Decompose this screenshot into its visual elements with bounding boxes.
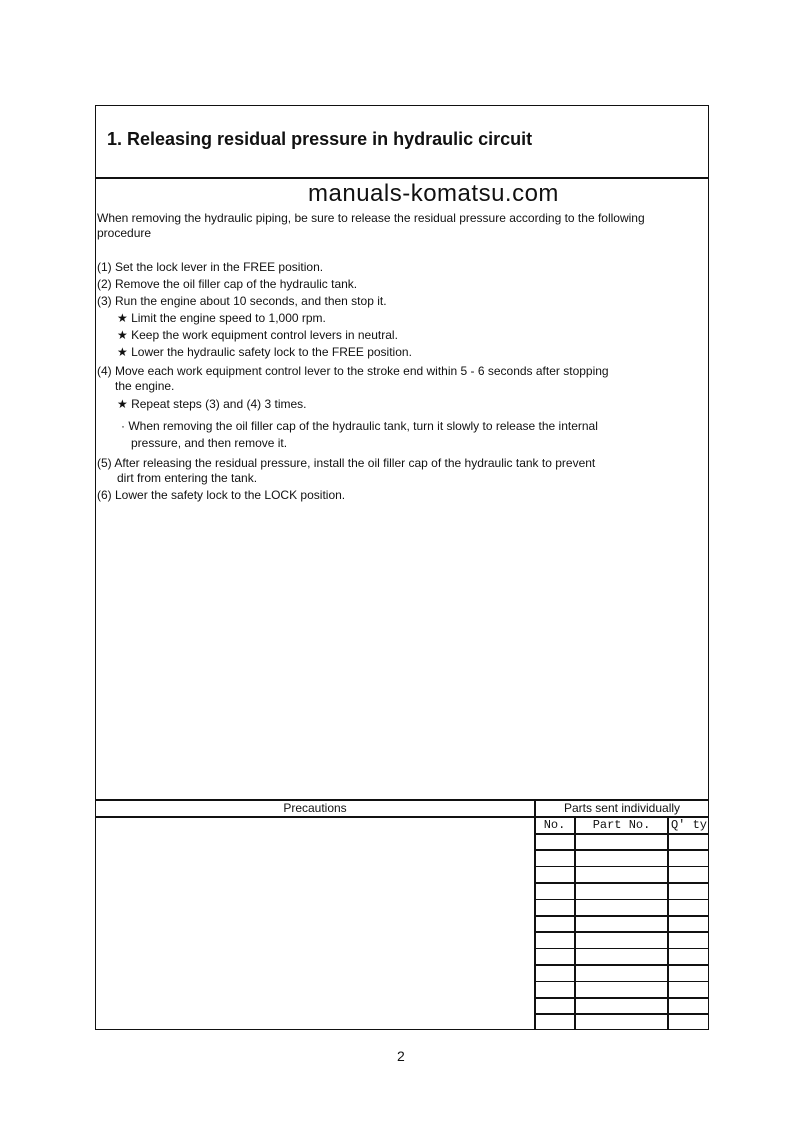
step-4-cont: the engine. bbox=[115, 379, 175, 393]
col-no: No. bbox=[543, 818, 566, 832]
caution: · When removing the oil filler cap of the hydraulic tank, turn it slowly to release the internal bbox=[121, 419, 598, 433]
note: ★ Lower the hydraulic safety lock to the FREE position. bbox=[117, 345, 412, 359]
step-2: (2) Remove the oil filler cap of the hydraulic tank. bbox=[97, 277, 358, 291]
note: ★ Repeat steps (3) and (4) 3 times. bbox=[117, 397, 307, 411]
parts-table-row-line bbox=[535, 882, 709, 884]
parts-table-row-line bbox=[535, 833, 709, 835]
step-1: (1) Set the lock lever in the FREE position. bbox=[97, 260, 324, 274]
section-title: 1. Releasing residual pressure in hydraulic circuit bbox=[107, 129, 533, 149]
step-3: (3) Run the engine about 10 seconds, and then stop it. bbox=[97, 294, 387, 308]
note: ★ Limit the engine speed to 1,000 rpm. bbox=[117, 311, 326, 325]
precautions-header-line bbox=[95, 816, 535, 818]
parts-table-row-line bbox=[535, 964, 709, 966]
page-number: 2 bbox=[397, 1048, 405, 1064]
parts-table-row-line bbox=[535, 948, 709, 950]
parts-table-row-line bbox=[535, 1013, 709, 1015]
title-divider bbox=[95, 177, 709, 179]
step-5: (5) After releasing the residual pressure, install the oil filler cap of the hydraulic tank to prevent bbox=[97, 456, 596, 470]
parts-table-row-line bbox=[535, 931, 709, 933]
intro-line: When removing the hydraulic piping, be sure to release the residual pressure according to the following bbox=[97, 211, 645, 225]
col-part-no: Part No. bbox=[592, 818, 651, 832]
note: ★ Keep the work equipment control levers in neutral. bbox=[117, 328, 398, 342]
parts-table-row-line bbox=[535, 866, 709, 868]
col-qty: Q' ty bbox=[670, 818, 707, 832]
intro-line: procedure bbox=[97, 226, 152, 240]
parts-table-row-line bbox=[535, 981, 709, 983]
parts-table-row-line bbox=[535, 997, 709, 999]
parts-table-row-line bbox=[535, 915, 709, 917]
page-frame bbox=[95, 105, 709, 1030]
step-6: (6) Lower the safety lock to the LOCK position. bbox=[97, 488, 346, 502]
parts-table-row-line bbox=[535, 899, 709, 901]
watermark: manuals-komatsu.com bbox=[308, 180, 559, 207]
parts-table-row-line bbox=[535, 849, 709, 851]
parts-header: Parts sent individually bbox=[563, 801, 681, 815]
step-5-cont: dirt from entering the tank. bbox=[117, 471, 258, 485]
precautions-header: Precautions bbox=[283, 801, 347, 815]
caution-cont: pressure, and then remove it. bbox=[131, 436, 288, 450]
step-4: (4) Move each work equipment control lever to the stroke end within 5 - 6 seconds after stopping bbox=[97, 364, 609, 378]
